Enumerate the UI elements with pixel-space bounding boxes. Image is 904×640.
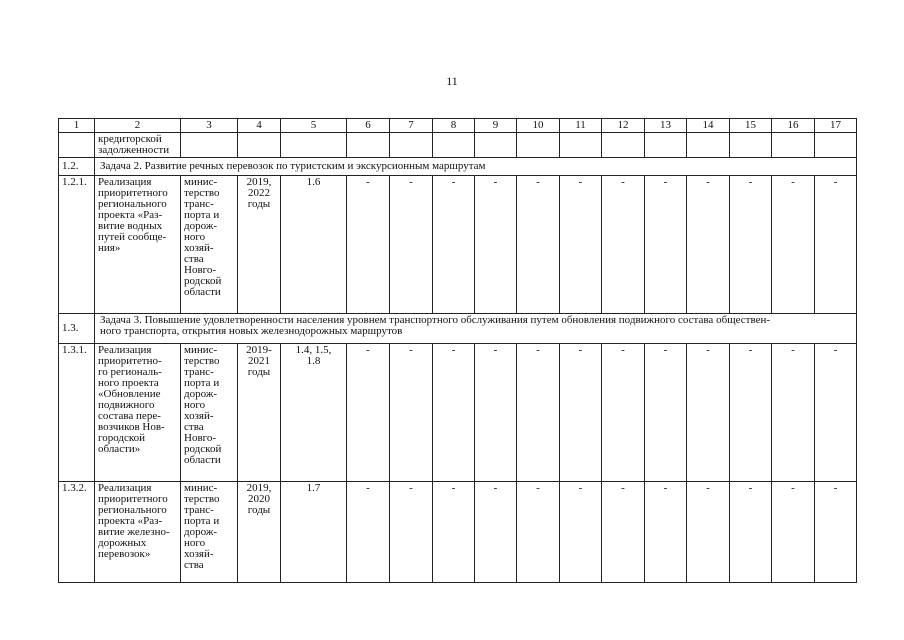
column-number: 13 bbox=[645, 119, 687, 133]
executor: минис- терство транс- порта и дорож- ного хозяй- ства Новго- родской области bbox=[181, 344, 238, 482]
column-number: 10 bbox=[517, 119, 560, 133]
continuation-row bbox=[59, 133, 857, 158]
value-cell: - bbox=[347, 176, 390, 314]
value-cell: - bbox=[772, 344, 815, 482]
column-number: 17 bbox=[815, 119, 857, 133]
value-cell: - bbox=[687, 176, 730, 314]
task-row bbox=[59, 158, 857, 176]
value-cell: - bbox=[475, 344, 517, 482]
indicator: 1.6 bbox=[281, 176, 347, 314]
row-number: 1.3.2. bbox=[59, 482, 95, 583]
cell-empty bbox=[59, 133, 95, 158]
years: 2019, 2022 годы bbox=[238, 176, 281, 314]
value-cell: - bbox=[645, 344, 687, 482]
cell-empty bbox=[645, 133, 687, 158]
cell-empty bbox=[390, 133, 433, 158]
value-cell: - bbox=[645, 176, 687, 314]
page-number: 11 bbox=[446, 74, 458, 88]
cell-empty bbox=[281, 133, 347, 158]
indicator: 1.7 bbox=[281, 482, 347, 583]
cell-empty bbox=[517, 133, 560, 158]
column-number: 15 bbox=[730, 119, 772, 133]
value-cell: - bbox=[730, 176, 772, 314]
cell-empty bbox=[687, 133, 730, 158]
value-cell: - bbox=[475, 176, 517, 314]
column-number: 9 bbox=[475, 119, 517, 133]
value-cell: - bbox=[730, 482, 772, 583]
task-number: 1.3. bbox=[59, 314, 95, 344]
measure-name: Реализация приоритетного регионального проекта «Раз- витие железно- дорожных перевозок» bbox=[95, 482, 181, 583]
indicator: 1.4, 1.5, 1.8 bbox=[281, 344, 347, 482]
continued-text: кредиторской задолженности bbox=[95, 133, 181, 158]
column-number-row bbox=[59, 119, 857, 133]
value-cell: - bbox=[475, 482, 517, 583]
column-number: 3 bbox=[181, 119, 238, 133]
column-number: 12 bbox=[602, 119, 645, 133]
value-cell: - bbox=[517, 176, 560, 314]
column-number: 14 bbox=[687, 119, 730, 133]
column-number: 4 bbox=[238, 119, 281, 133]
value-cell: - bbox=[517, 344, 560, 482]
column-number: 8 bbox=[433, 119, 475, 133]
table-row bbox=[59, 176, 857, 314]
table-row bbox=[59, 344, 857, 482]
column-number: 5 bbox=[281, 119, 347, 133]
value-cell: - bbox=[602, 482, 645, 583]
task-number: 1.2. bbox=[59, 158, 95, 176]
cell-empty bbox=[815, 133, 857, 158]
value-cell: - bbox=[815, 344, 857, 482]
measure-name: Реализация приоритетно- го региональ- ного проекта «Обновление подвижного состава пере- возчиков Нов- городской области» bbox=[95, 344, 181, 482]
value-cell: - bbox=[517, 482, 560, 583]
row-number: 1.2.1. bbox=[59, 176, 95, 314]
program-table bbox=[58, 118, 857, 583]
row-number: 1.3.1. bbox=[59, 344, 95, 482]
value-cell: - bbox=[390, 176, 433, 314]
value-cell: - bbox=[730, 344, 772, 482]
years: 2019, 2020 годы bbox=[238, 482, 281, 583]
executor: минис- терство транс- порта и дорож- ного хозяй- ства bbox=[181, 482, 238, 583]
column-number: 11 bbox=[560, 119, 602, 133]
value-cell: - bbox=[602, 344, 645, 482]
measure-name: Реализация приоритетного регионального проекта «Раз- витие водных путей сообще- ния» bbox=[95, 176, 181, 314]
column-number: 1 bbox=[59, 119, 95, 133]
table-row bbox=[59, 482, 857, 583]
value-cell: - bbox=[772, 176, 815, 314]
task-title: Задача 2. Развитие речных перевозок по туристским и экскурсионным маршрутам bbox=[95, 158, 857, 176]
task-title: Задача 3. Повышение удовлетворенности населения уровнем транспортного обслуживания путем обновления подвижного состава обществен- ного транспорта, открытия новых железнодорожных маршрутов bbox=[95, 314, 857, 344]
value-cell: - bbox=[602, 176, 645, 314]
value-cell: - bbox=[645, 482, 687, 583]
value-cell: - bbox=[433, 344, 475, 482]
value-cell: - bbox=[347, 344, 390, 482]
value-cell: - bbox=[433, 176, 475, 314]
cell-empty bbox=[730, 133, 772, 158]
cell-empty bbox=[181, 133, 238, 158]
column-number: 7 bbox=[390, 119, 433, 133]
value-cell: - bbox=[433, 482, 475, 583]
task-row bbox=[59, 314, 857, 344]
value-cell: - bbox=[687, 344, 730, 482]
value-cell: - bbox=[390, 344, 433, 482]
column-number: 2 bbox=[95, 119, 181, 133]
value-cell: - bbox=[560, 176, 602, 314]
cell-empty bbox=[238, 133, 281, 158]
executor: минис- терство транс- порта и дорож- ного хозяй- ства Новго- родской области bbox=[181, 176, 238, 314]
value-cell: - bbox=[687, 482, 730, 583]
cell-empty bbox=[347, 133, 390, 158]
column-number: 16 bbox=[772, 119, 815, 133]
value-cell: - bbox=[390, 482, 433, 583]
years: 2019- 2021 годы bbox=[238, 344, 281, 482]
cell-empty bbox=[560, 133, 602, 158]
value-cell: - bbox=[560, 344, 602, 482]
value-cell: - bbox=[815, 482, 857, 583]
cell-empty bbox=[602, 133, 645, 158]
value-cell: - bbox=[815, 176, 857, 314]
cell-empty bbox=[433, 133, 475, 158]
cell-empty bbox=[772, 133, 815, 158]
value-cell: - bbox=[772, 482, 815, 583]
cell-empty bbox=[475, 133, 517, 158]
value-cell: - bbox=[347, 482, 390, 583]
value-cell: - bbox=[560, 482, 602, 583]
column-number: 6 bbox=[347, 119, 390, 133]
